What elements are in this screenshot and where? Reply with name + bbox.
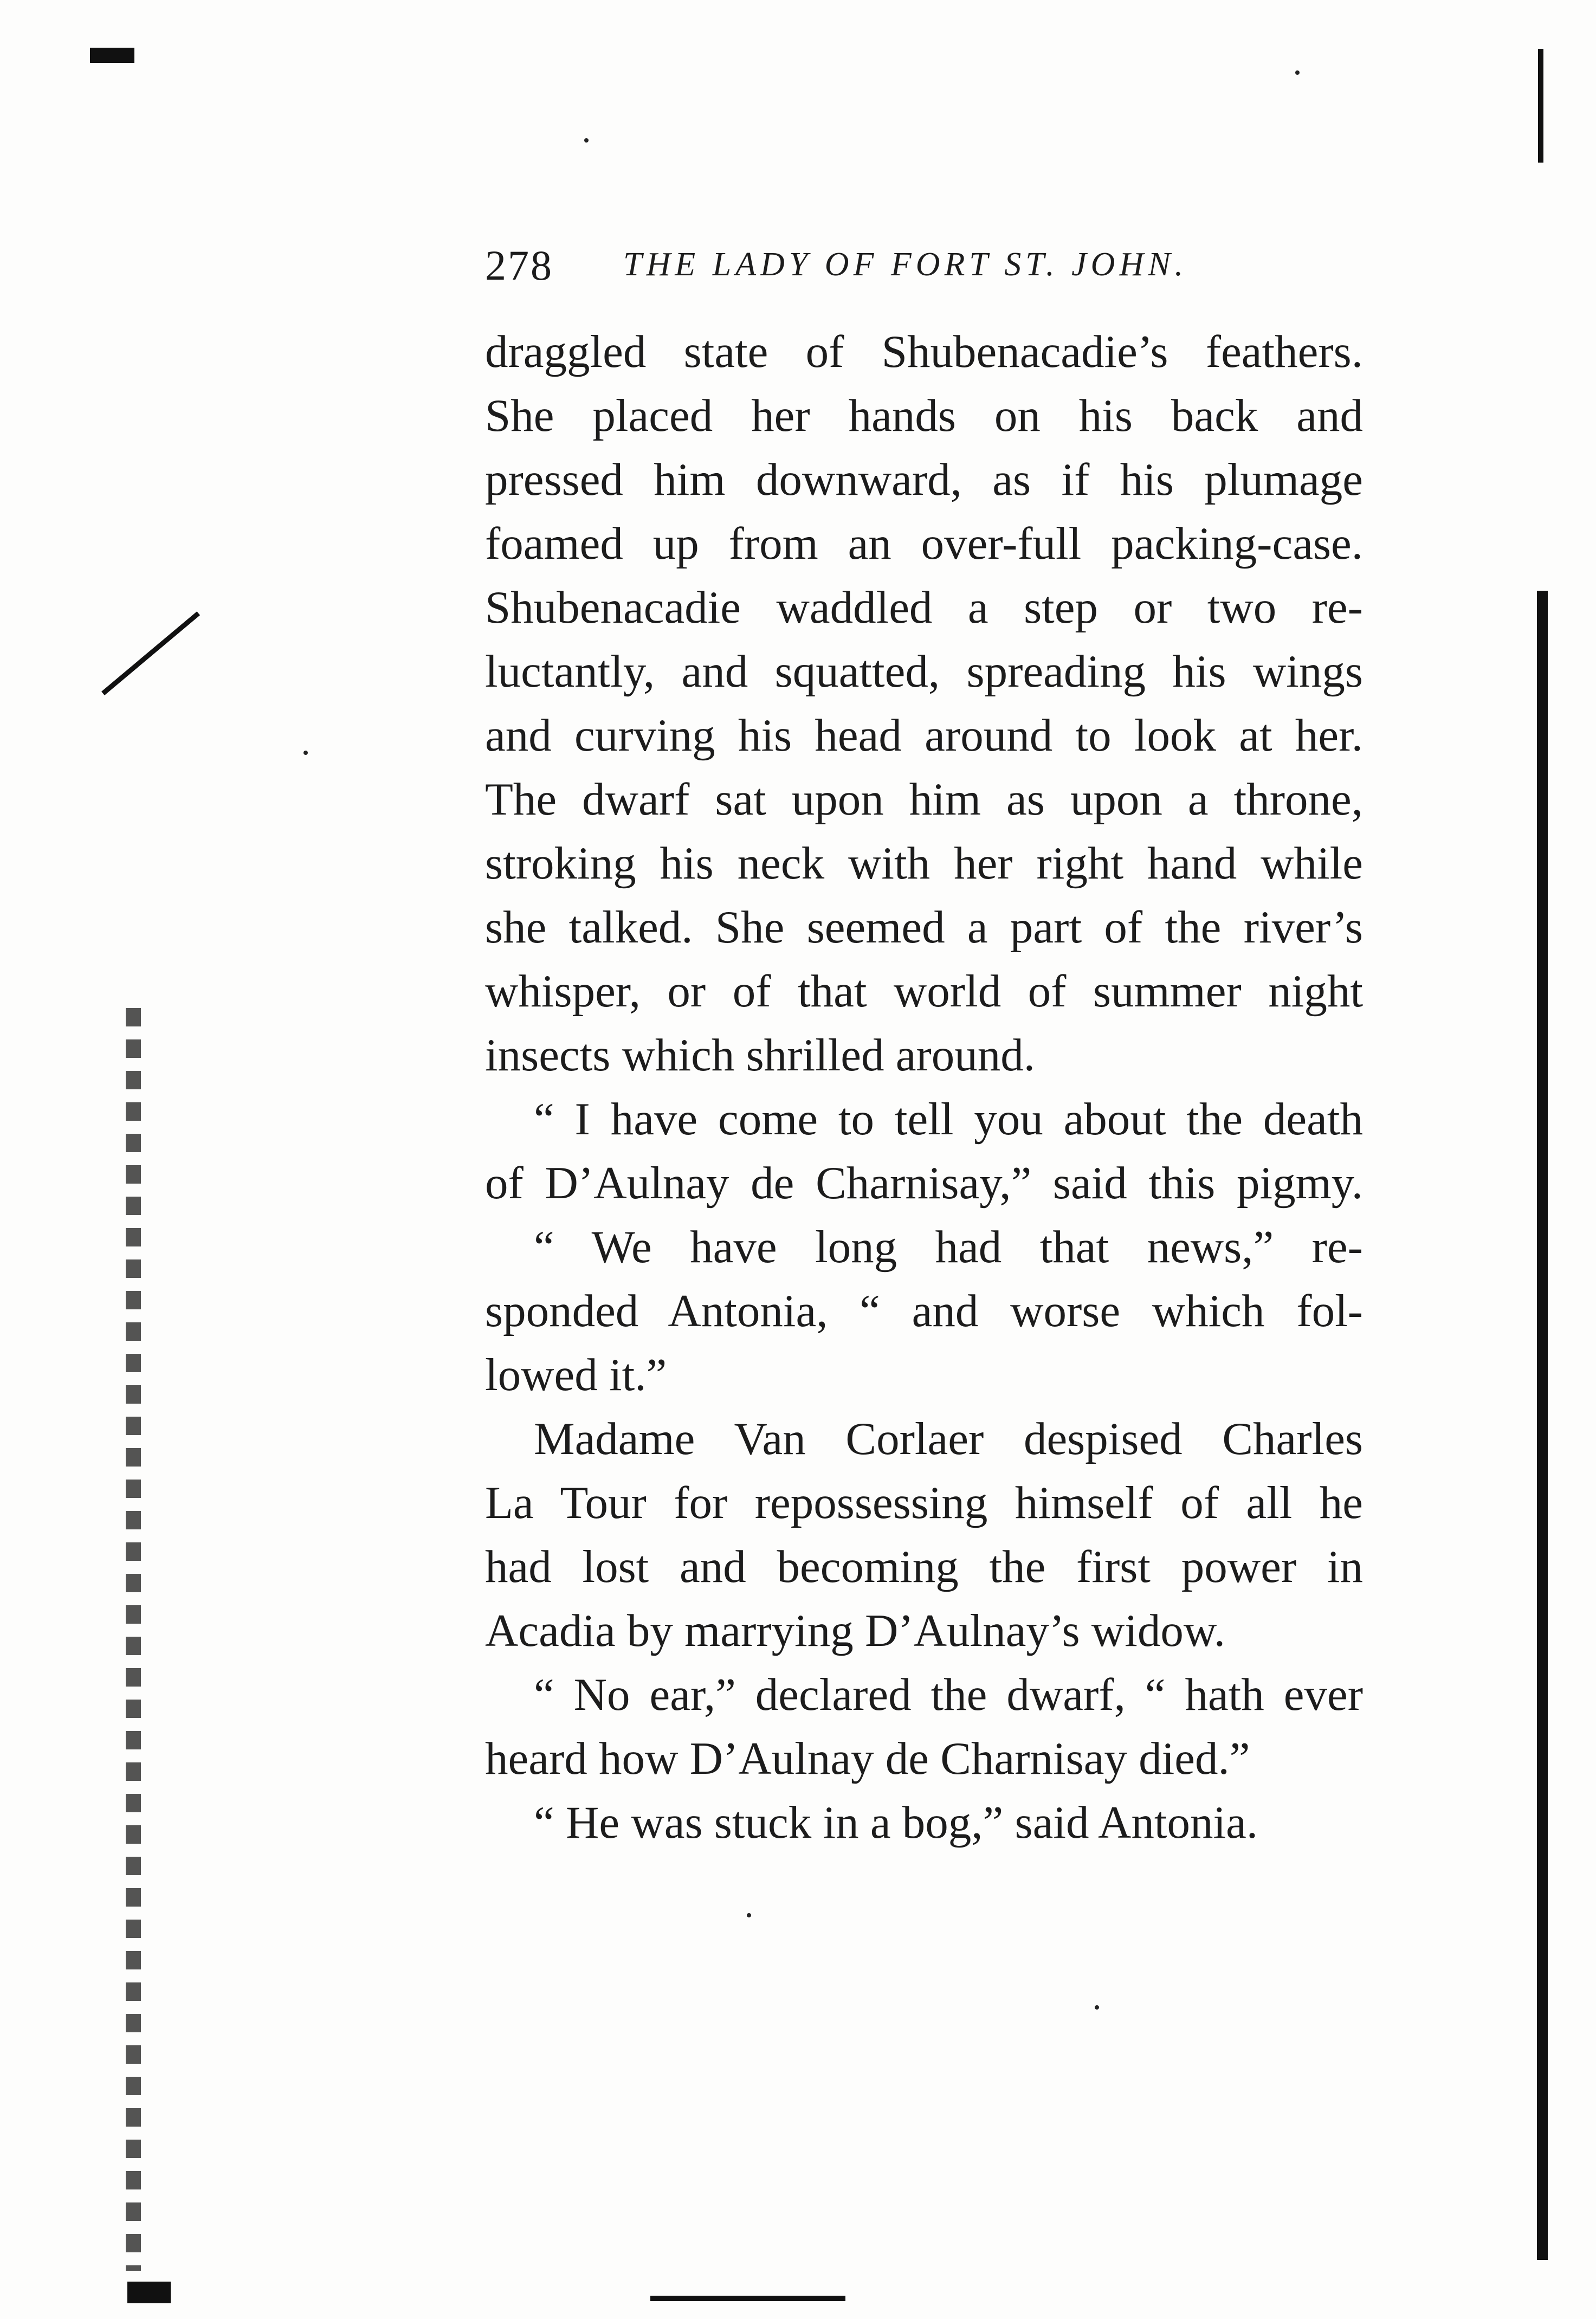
speck xyxy=(303,751,308,755)
speck xyxy=(1095,2005,1099,2010)
margin-pen-stroke xyxy=(101,611,200,695)
body-text xyxy=(485,320,1363,1855)
page-edge-top-mark xyxy=(1538,49,1543,163)
text-line: and curving his head around to look at her. xyxy=(485,710,1363,761)
text-line: had lost and becoming the first power in xyxy=(485,1541,1363,1592)
speck xyxy=(1295,70,1300,75)
text-line: Shubenacadie waddled a step or two re- xyxy=(485,582,1363,633)
text-line: sponded Antonia, “ and worse which fol- xyxy=(485,1286,1363,1336)
text-line: “ He was stuck in a bog,” said Antonia. xyxy=(534,1797,1258,1848)
text-line: “ I have come to tell you about the death xyxy=(534,1094,1363,1145)
text-line: “ No ear,” declared the dwarf, “ hath ever xyxy=(534,1669,1363,1720)
text-line: “ We have long had that news,” re- xyxy=(534,1222,1363,1272)
page-edge-shadow xyxy=(1537,591,1548,2260)
speck xyxy=(747,1913,751,1917)
binding-gutter-marks xyxy=(126,1008,141,2271)
text-line: heard how D’Aulnay de Charnisay died.” xyxy=(485,1733,1250,1784)
text-line: pressed him downward, as if his plumage xyxy=(485,454,1363,505)
text-line: insects which shrilled around. xyxy=(485,1030,1036,1081)
speck xyxy=(584,138,589,143)
text-line: stroking his neck with her right hand while xyxy=(485,838,1363,889)
page-number: 278 xyxy=(485,242,553,289)
text-line: foamed up from an over-full packing-case. xyxy=(485,518,1363,569)
text-line: whisper, or of that world of summer night xyxy=(485,966,1363,1017)
bottom-left-scan-mark xyxy=(127,2282,171,2303)
text-line: La Tour for repossessing himself of all he xyxy=(485,1477,1363,1528)
text-line: She placed her hands on his back and xyxy=(485,390,1363,441)
text-line: she talked. She seemed a part of the river’s xyxy=(485,902,1363,953)
bottom-scan-rule xyxy=(650,2296,845,2301)
text-line: lowed it.” xyxy=(485,1349,667,1400)
text-line: Madame Van Corlaer despised Charles xyxy=(534,1413,1363,1464)
running-head xyxy=(485,241,1363,301)
text-line: Acadia by marrying D’Aulnay’s widow. xyxy=(485,1605,1225,1656)
text-line: draggled state of Shubenacadie’s feathers. xyxy=(485,326,1363,377)
running-title: THE LADY OF FORT ST. JOHN. xyxy=(623,246,1188,283)
text-line: of D’Aulnay de Charnisay,” said this pigmy. xyxy=(485,1158,1363,1209)
text-line: luctantly, and squatted, spreading his wings xyxy=(485,646,1363,697)
text-line: The dwarf sat upon him as upon a throne, xyxy=(485,774,1363,825)
scan-corner-mark xyxy=(90,48,134,63)
